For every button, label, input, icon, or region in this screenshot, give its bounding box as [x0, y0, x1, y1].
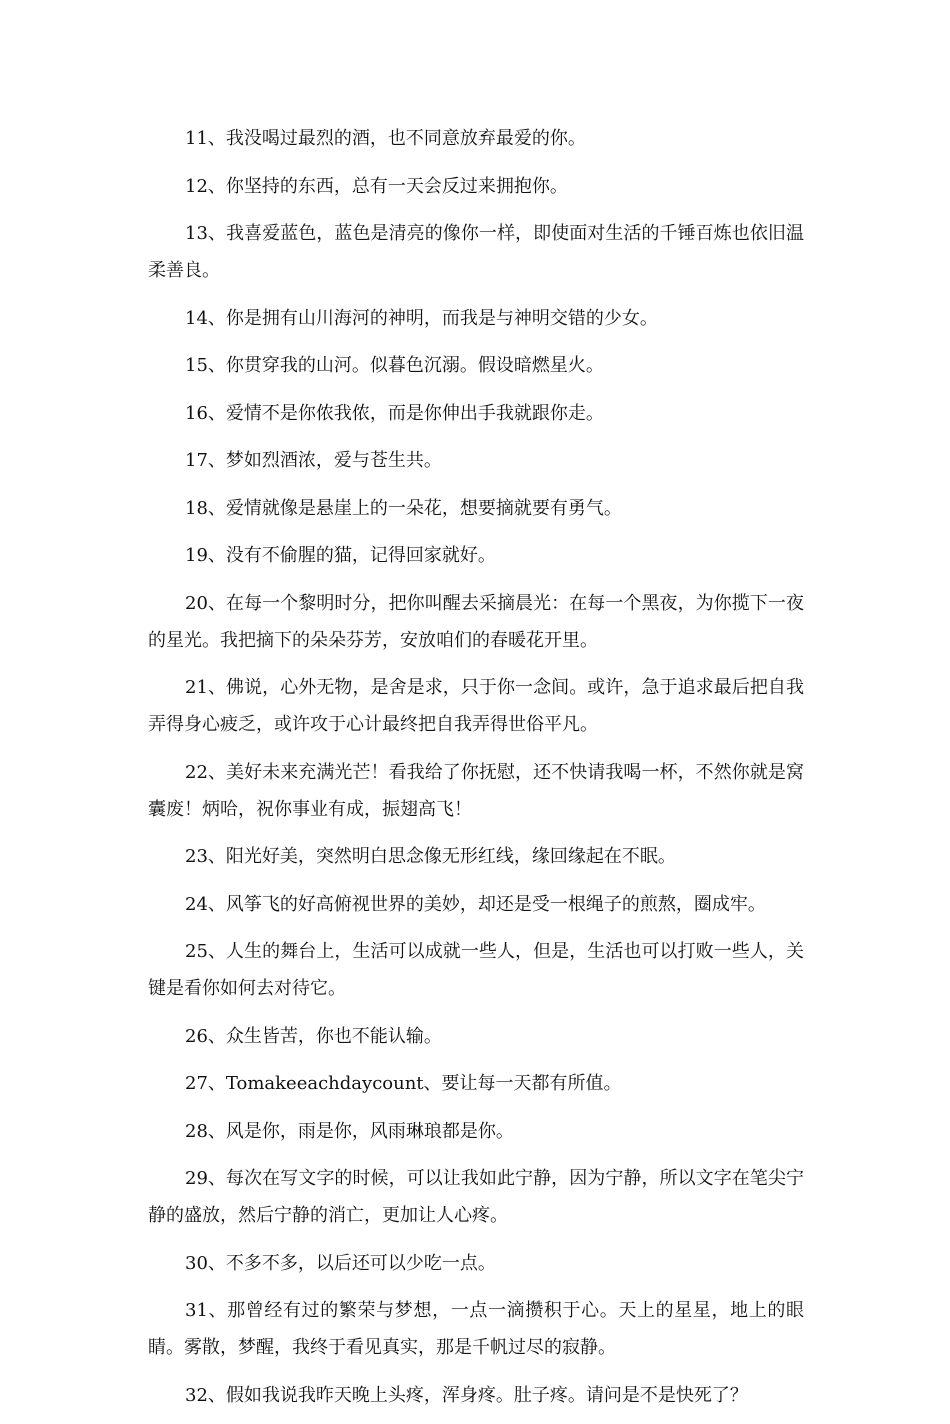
- paragraph-30: 30、不多不多，以后还可以少吃一点。: [185, 1252, 496, 1274]
- paragraph-26: 26、众生皆苦，你也不能认输。: [185, 1025, 442, 1047]
- paragraph-32: 32、假如我说我昨天晚上头疼，浑身疼。肚子疼。请问是不是快死了？: [185, 1384, 748, 1406]
- paragraph-13: 13、我喜爱蓝色，蓝色是清亮的像你一样，即使面对生活的千锤百炼也依旧温柔善良。: [148, 223, 804, 281]
- paragraph-31: 31、那曾经有过的繁荣与梦想，一点一滴攒积于心。天上的星星，地上的眼睛。雾散，梦醒，我终于看见真实，那是千帆过尽的寂静。: [148, 1300, 804, 1358]
- paragraph-16: 16、爱情不是你侬我侬，而是你伸出手我就跟你走。: [185, 402, 604, 424]
- paragraph-19: 19、没有不偷腥的猫，记得回家就好。: [185, 545, 496, 566]
- paragraph-20: 20、在每一个黎明时分，把你叫醒去采摘晨光：在每一个黑夜，为你揽下一夜的星光。我把摘下的朵朵芬芳，安放咱们的春暖花开里。: [148, 592, 804, 651]
- paragraph-11: 11、我没喝过最烈的酒，也不同意放弃最爱的你。: [185, 128, 586, 149]
- paragraph-23: 23、阳光好美，突然明白思念像无形红线，缘回缘起在不眠。: [185, 846, 676, 867]
- paragraph-15: 15、你贯穿我的山河。似暮色沉溺。假设暗燃星火。: [185, 355, 604, 376]
- paragraph-25: 25、人生的舞台上，生活可以成就一些人，但是，生活也可以打败一些人，关键是看你如何去对待它。: [148, 941, 804, 999]
- paragraph-17: 17、梦如烈酒浓，爱与苍生共。: [185, 450, 442, 471]
- paragraph-24: 24、风筝飞的好高俯视世界的美妙，却还是受一根绳子的煎熬，圈成牢。: [185, 893, 766, 915]
- document-body: [148, 120, 804, 1424]
- paragraph-28: 28、风是你，雨是你，风雨琳琅都是你。: [185, 1120, 514, 1142]
- paragraph-21: 21、佛说，心外无物，是舍是求，只于你一念间。或许，急于追求最后把自我弄得身心疲乏，或许攻于心计最终把自我弄得世俗平凡。: [148, 677, 804, 735]
- paragraph-18: 18、爱情就像是悬崖上的一朵花，想要摘就要有勇气。: [185, 497, 622, 519]
- paragraph-22: 22、美好未来充满光芒！看我给了你抚慰，还不快请我喝一杯，不然你就是窝囊废！炳哈，祝你事业有成，振翅高飞！: [148, 761, 804, 820]
- paragraph-27: 27、Tomakeeachdaycount、要让每一天都有所值。: [185, 1073, 622, 1094]
- paragraph-29: 29、每次在写文字的时候，可以让我如此宁静，因为宁静，所以文字在笔尖宁静的盛放，然后宁静的消亡，更加让人心疼。: [148, 1168, 804, 1226]
- paragraph-12: 12、你坚持的东西，总有一天会反过来拥抱你。: [185, 175, 568, 197]
- paragraph-14: 14、你是拥有山川海河的神明，而我是与神明交错的少女。: [185, 307, 658, 329]
